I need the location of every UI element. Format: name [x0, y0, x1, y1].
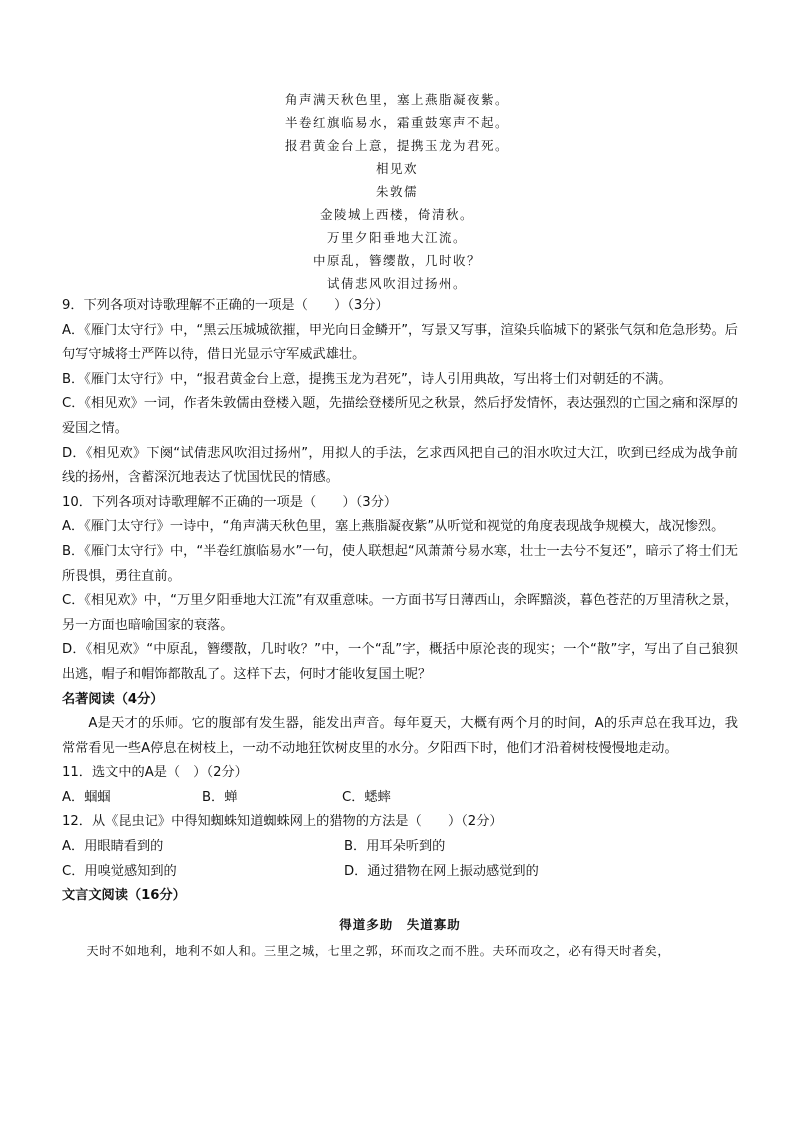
question-9-option-a: A．《雁门太守行》中，“黑云压城城欲摧，甲光向日金鳞开”，写景又写事，渲染兵临城下的紧张气氛和危急形势。后句写守城将士严阵以待，借日光显示守军威武雄壮。	[62, 322, 738, 363]
question-10-option-a: A．《雁门太守行》一诗中，“角声满天秋色里，塞上燕脂凝夜紫”从听觉和视觉的角度表现战争规模大，战况惨烈。	[62, 519, 725, 535]
question-9-stem: 9．下列各项对诗歌理解不正确的一项是（ ）（3分）	[62, 298, 389, 313]
question-9-option-d: D．《相见欢》下阕“试倩悲风吹泪过扬州”，用拟人的手法，乞求西风把自己的泪水吹过大江，吹到已经成为战争前线的扬州，含蓄深沉地表达了忧国忧民的情感。	[62, 445, 738, 486]
question-12-options-row2	[62, 860, 738, 885]
poem-line: 万里夕阳垂地大江流。	[326, 230, 467, 245]
mingzhu-passage: A是天才的乐师。它的腹部有发生器，能发出声音。每年夏天，大概有两个月的时间，A的乐声总在我耳边，我常常看见一些A停息在树枝上，一动不动地狂饮树皮里的水分。夕阳西下时，他们才沿着树枝慢慢地走动。	[62, 716, 738, 756]
question-12-stem: 12．从《昆虫记》中得知蜘蛛知道蜘蛛网上的猎物的方法是（ ）（2分）	[62, 814, 503, 830]
poem-title: 相见欢	[375, 161, 418, 176]
section-heading-wenyan: 文言文阅读（16分）	[62, 888, 186, 904]
question-12-option-d: D．通过猎物在网上振动感觉到的	[344, 863, 539, 879]
questions-body	[62, 294, 738, 964]
question-9-option-c: C．《相见欢》一词，作者朱敦儒由登楼入题，先描绘登楼所见之秋景，然后抒发情怀，表达强烈的亡国之痛和深厚的爱国之情。	[62, 396, 738, 436]
question-10-option-d: D．《相见欢》“中原乱，簪缨散，几时收？”中，一个“乱”字，概括中原沦丧的现实；一个“散”字，写出了自己狼狈出逃，帽子和帽饰都散乱了。这样下去，何时才能收复国土呢？	[62, 642, 738, 682]
poem-line: 角声满天秋色里，塞上燕脂凝夜紫。	[284, 92, 509, 107]
question-11-options	[62, 786, 738, 811]
question-11-option-b: B．蝉	[202, 789, 238, 805]
poem-line: 半卷红旗临易水，霜重鼓寒声不起。	[284, 115, 509, 130]
poem-yanmen-excerpt	[0, 88, 794, 157]
question-12-option-b: B．用耳朵听到的	[344, 839, 446, 855]
poem-xiangjianhuan	[0, 157, 794, 295]
wenyan-title: 得道多助 失道寡助	[339, 916, 461, 932]
question-9-option-b: B．《雁门太守行》中，“报君黄金台上意，提携玉龙为君死”，诗人引用典故，写出将士们对朝廷的不满。	[62, 371, 672, 387]
poem-line: 报君黄金台上意，提携玉龙为君死。	[284, 138, 509, 153]
question-10-option-b: B．《雁门太守行》中，“半卷红旗临易水”一句，使人联想起“风萧萧兮易水寒，壮士一去兮不复还”，暗示了将士们无所畏惧，勇往直前。	[62, 543, 738, 584]
section-heading-mingzhu: 名著阅读（4分）	[62, 691, 164, 707]
poem-line: 中原乱，簪缨散，几时收？	[312, 253, 481, 268]
question-12-option-a: A．用眼睛看到的	[62, 839, 164, 855]
question-11-option-c: C．蟋蟀	[342, 789, 391, 805]
poem-line: 试倩悲风吹泪过扬州。	[326, 276, 467, 291]
question-11-stem: 11．选文中的A是（ ）（2分）	[62, 765, 248, 781]
question-12-option-c: C．用嗅觉感知到的	[62, 863, 177, 879]
question-12-options-row1	[62, 835, 738, 860]
wenyan-first-line: 天时不如地利，地利不如人和。三里之城，七里之郭，环而攻之而不胜。夫环而攻之，必有得天时者矣，	[86, 944, 671, 959]
question-10-option-c: C．《相见欢》中，“万里夕阳垂地大江流”有双重意味。一方面书写日薄西山，余晖黯淡，暮色苍茫的万里清秋之景，另一方面也暗喻国家的衰落。	[62, 593, 738, 633]
question-11-option-a: A．蝈蝈	[62, 789, 111, 805]
poem-author: 朱敦儒	[375, 184, 418, 199]
question-10-stem: 10．下列各项对诗歌理解不正确的一项是（ ）（3分）	[62, 494, 398, 510]
poem-line: 金陵城上西楼，倚清秋。	[319, 207, 474, 222]
